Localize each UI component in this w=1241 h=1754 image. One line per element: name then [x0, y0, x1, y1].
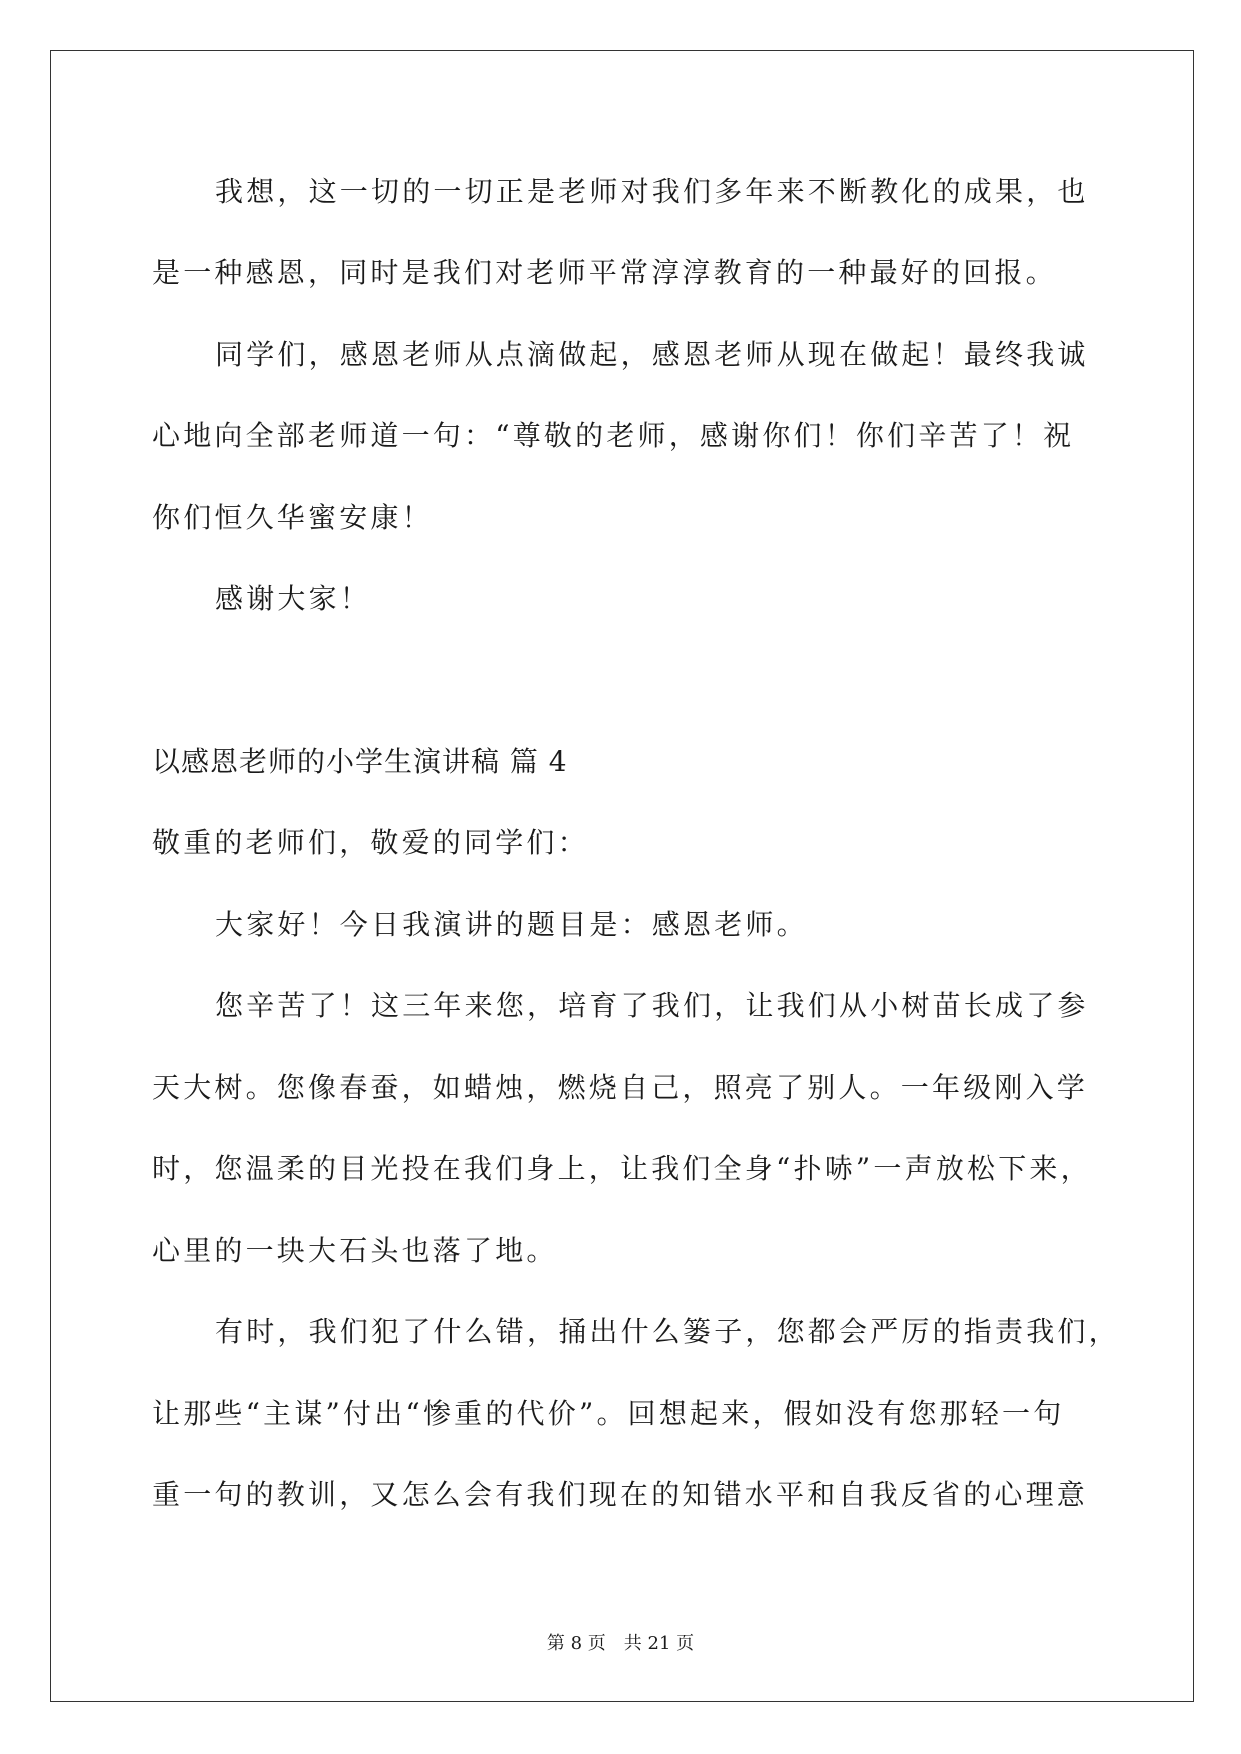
- paragraph-line: 让那些“主谋”付出“惨重的代价”。回想起来，假如没有您那轻一句: [152, 1397, 1065, 1430]
- paragraph-line: 时，您温柔的目光投在我们身上，让我们全身“扑哧”一声放松下来，: [152, 1152, 1092, 1185]
- paragraph-line: 心地向全部老师道一句：“尊敬的老师，感谢你们！你们辛苦了！祝: [152, 419, 1075, 452]
- paragraph-line: 有时，我们犯了什么错，捅出什么篓子，您都会严厉的指责我们，: [215, 1315, 1120, 1348]
- page-footer: [0, 1633, 1241, 1655]
- paragraph-line: 大家好！今日我演讲的题目是：感恩老师。: [215, 908, 808, 941]
- page-total: 共 21 页: [623, 1633, 695, 1654]
- paragraph-line: 心里的一块大石头也落了地。: [152, 1234, 558, 1267]
- paragraph-line: 感谢大家！: [215, 582, 372, 615]
- paragraph-line: 是一种感恩，同时是我们对老师平常淳淳教育的一种最好的回报。: [152, 256, 1057, 289]
- paragraph-line: 同学们，感恩老师从点滴做起，感恩老师从现在做起！最终我诚: [215, 338, 1089, 371]
- page-border: [50, 50, 1194, 1702]
- paragraph-line: 天大树。您像春蚕，如蜡烛，燃烧自己，照亮了别人。一年级刚入学: [152, 1071, 1089, 1104]
- paragraph-line: 重一句的教训，又怎么会有我们现在的知错水平和自我反省的心理意: [152, 1478, 1089, 1511]
- paragraph-line: 你们恒久华蜜安康！: [152, 501, 433, 534]
- paragraph-line: 您辛苦了！这三年来您，培育了我们，让我们从小树苗长成了参: [215, 989, 1089, 1022]
- salutation-line: 敬重的老师们，敬爱的同学们：: [152, 826, 589, 859]
- paragraph-line: 我想，这一切的一切正是老师对我们多年来不断教化的成果，也: [215, 175, 1089, 208]
- section-heading: 以感恩老师的小学生演讲稿 篇 4: [152, 745, 568, 778]
- page-number: 第 8 页: [546, 1633, 606, 1654]
